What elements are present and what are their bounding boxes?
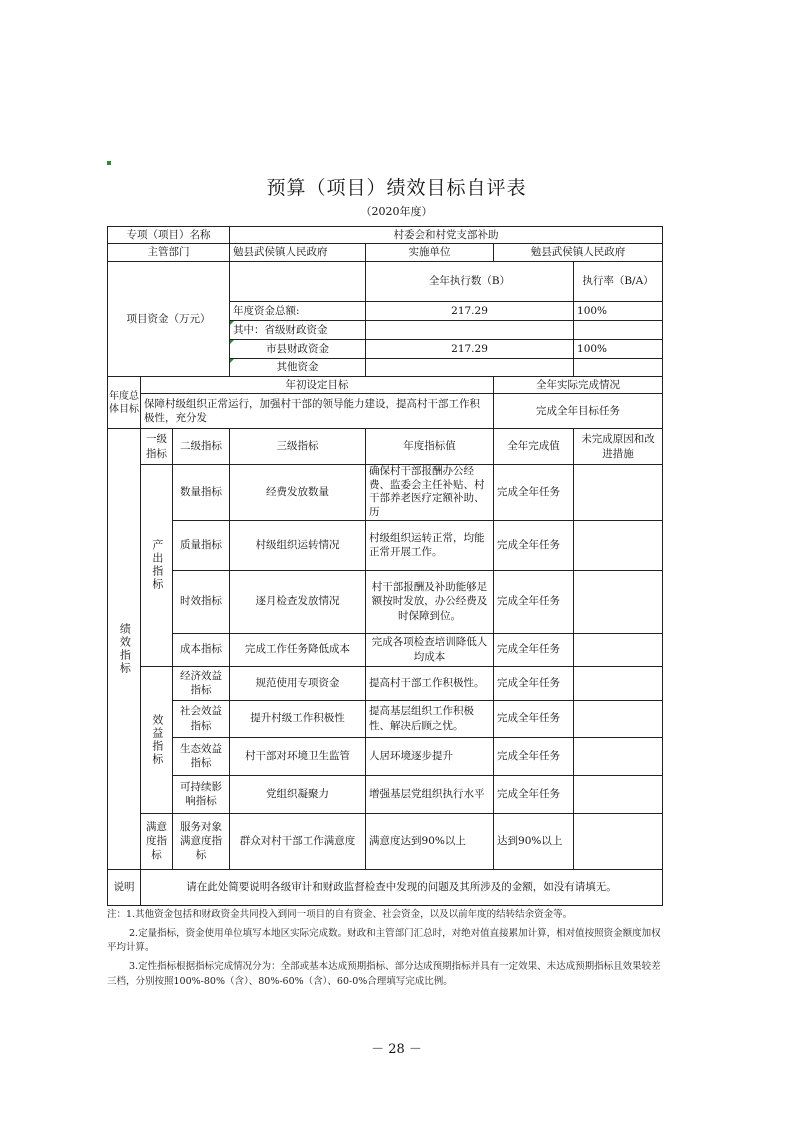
indicator-l3: 群众对村干部工作满意度	[230, 813, 366, 869]
funds-row-rate	[574, 321, 663, 340]
department-value: 勉县武侯镇人民政府	[230, 244, 366, 262]
indicator-l2: 经济效益指标	[173, 666, 230, 700]
funds-header-row	[108, 262, 663, 302]
note-row	[108, 869, 663, 905]
indicator-value: 满意度达到90%以上	[366, 813, 494, 869]
goals-header-row	[108, 377, 663, 394]
indicator-header-value: 年度指标值	[366, 429, 494, 465]
implementing-unit-label: 实施单位	[366, 244, 494, 262]
indicator-l2: 时效指标	[173, 570, 230, 633]
indicator-l3: 村级组织运转情况	[230, 520, 366, 570]
indicator-l2: 成本指标	[173, 633, 230, 666]
indicator-value: 人居环境逐步提升	[366, 737, 494, 775]
project-name-label: 专项（项目）名称	[108, 227, 230, 244]
indicator-reason	[574, 520, 663, 570]
goals-done-text: 完成全年目标任务	[494, 394, 663, 429]
indicator-header-done: 全年完成值	[494, 429, 574, 465]
page-title: 预算（项目）绩效目标自评表	[266, 177, 527, 199]
footnote: 2.定量指标，资金使用单位填写本地区实际完成数。财政和主管部门汇总时，对绝对值直接累加计算，相对值按照资金额度加权平均计算。	[107, 927, 661, 954]
note-label: 说明	[108, 869, 141, 905]
indicator-group-satisfaction: 满意度指标	[141, 813, 173, 869]
footnote: 3.定性指标根据指标完成情况分为：全部或基本达成预期指标、部分达成预期指标并具有一定效果、未达成预期指标且效果较差三档，分别按照100%-80%（含）、80%-60%（含）、60-0%合理填写完成比例。	[107, 961, 661, 987]
funds-exec-header: 全年执行数（B）	[366, 262, 574, 302]
funds-row-exec: 217.29	[366, 302, 574, 321]
indicator-l3: 提升村级工作积极性	[230, 700, 366, 737]
indicators-label: 绩效指标	[108, 429, 141, 870]
indicator-l3: 完成工作任务降低成本	[230, 633, 366, 666]
goals-set-header: 年初设定目标	[141, 377, 494, 394]
indicator-l3: 经费发放数量	[230, 465, 366, 521]
indicator-value: 村干部报酬及补助能够足额按时发放，办公经费及时保障到位。	[366, 570, 494, 633]
project-name-value: 村委会和村党支部补助	[230, 227, 663, 244]
funds-label: 项目资金（万元）	[108, 262, 230, 377]
indicator-done: 完成全年任务	[494, 700, 574, 737]
indicator-header-l2: 二级指标	[173, 429, 230, 465]
indicator-value: 确保村干部报酬办公经费、监委会主任补贴、村干部养老医疗定额补助、历	[366, 465, 494, 521]
indicator-done: 达到90%以上	[494, 813, 574, 869]
funds-rate-header: 执行率（B/A）	[574, 262, 663, 302]
funds-row-exec	[366, 359, 574, 377]
indicator-reason	[574, 633, 663, 666]
project-name-row	[108, 227, 663, 244]
goals-done-header: 全年实际完成情况	[494, 377, 663, 394]
indicator-row	[108, 700, 663, 737]
indicator-l2: 可持续影响指标	[173, 775, 230, 813]
indicator-group-output: 产出指标	[141, 465, 173, 667]
indicator-row	[108, 465, 663, 521]
indicator-reason	[574, 775, 663, 813]
indicator-done: 完成全年任务	[494, 775, 574, 813]
evaluation-table	[107, 226, 663, 906]
note-text: 请在此处简要说明各级审计和财政监督检查中发现的问题及其所涉及的金额，如没有请填无。	[141, 869, 663, 905]
indicator-header-row	[108, 429, 663, 465]
funds-row-rate	[574, 359, 663, 377]
indicator-row	[108, 666, 663, 700]
department-label: 主管部门	[108, 244, 230, 262]
indicator-value: 增强基层党组织执行水平	[366, 775, 494, 813]
indicator-row	[108, 520, 663, 570]
indicator-l2: 生态效益指标	[173, 737, 230, 775]
indicator-l2: 服务对象满意度指标	[173, 813, 230, 869]
funds-row-rate: 100%	[574, 340, 663, 359]
indicator-value: 村级组织运转正常，均能正常开展工作。	[366, 520, 494, 570]
indicator-row	[108, 737, 663, 775]
indicator-value: 完成各项检查培训降低人均成本	[366, 633, 494, 666]
indicator-row	[108, 775, 663, 813]
indicator-done: 完成全年任务	[494, 666, 574, 700]
funds-row-exec	[366, 321, 574, 340]
department-row	[108, 244, 663, 262]
goals-row	[108, 394, 663, 429]
indicator-header-l3: 三级指标	[230, 429, 366, 465]
indicator-l3: 村干部对环境卫生监管	[230, 737, 366, 775]
indicator-done: 完成全年任务	[494, 520, 574, 570]
indicator-row	[108, 633, 663, 666]
indicator-l3: 规范使用专项资金	[230, 666, 366, 700]
indicator-value: 提高村干部工作积极性。	[366, 666, 494, 700]
indicator-l3: 党组织凝聚力	[230, 775, 366, 813]
funds-row-rate: 100%	[574, 302, 663, 321]
page-number: － 28 －	[371, 1042, 422, 1057]
indicator-group-benefit: 效益指标	[141, 666, 173, 813]
funds-row-name: 市县财政资金	[230, 340, 366, 359]
indicator-reason	[574, 737, 663, 775]
indicator-l2: 社会效益指标	[173, 700, 230, 737]
goals-set-text: 保障村级组织正常运行，加强村干部的领导能力建设，提高村干部工作积极性，充分发	[141, 394, 494, 429]
indicator-row	[108, 570, 663, 633]
funds-row-name: 年度资金总额:	[230, 302, 366, 321]
funds-row-name: 其中：省级财政资金	[230, 321, 366, 340]
indicator-l3: 逐月检查发放情况	[230, 570, 366, 633]
indicator-reason	[574, 813, 663, 869]
implementing-unit-value: 勉县武侯镇人民政府	[494, 244, 663, 262]
footnotes	[107, 908, 662, 994]
footnote: 注：1.其他资金包括和财政资金共同投入到同一项目的自有资金、社会资金，以及以前年度的结转结余资金等。	[107, 909, 573, 920]
funds-blank	[230, 262, 366, 302]
corner-mark	[107, 161, 111, 165]
indicator-done: 完成全年任务	[494, 737, 574, 775]
indicator-reason	[574, 666, 663, 700]
indicator-reason	[574, 465, 663, 521]
indicator-row	[108, 813, 663, 869]
indicator-done: 完成全年任务	[494, 633, 574, 666]
indicator-l2: 数量指标	[173, 465, 230, 521]
funds-row-name: 其他资金	[230, 359, 366, 377]
indicator-done: 完成全年任务	[494, 465, 574, 521]
indicator-l2: 质量指标	[173, 520, 230, 570]
indicator-done: 完成全年任务	[494, 570, 574, 633]
indicator-value: 提高基层组织工作积极性、解决后顾之忧。	[366, 700, 494, 737]
funds-row-exec: 217.29	[366, 340, 574, 359]
indicator-reason	[574, 570, 663, 633]
goals-label: 年度总体目标	[108, 377, 141, 429]
page-subtitle: （2020年度）	[360, 205, 433, 218]
indicator-reason	[574, 700, 663, 737]
indicator-header-l1: 一级指标	[141, 429, 173, 465]
indicator-header-reason: 未完成原因和改进措施	[574, 429, 663, 465]
